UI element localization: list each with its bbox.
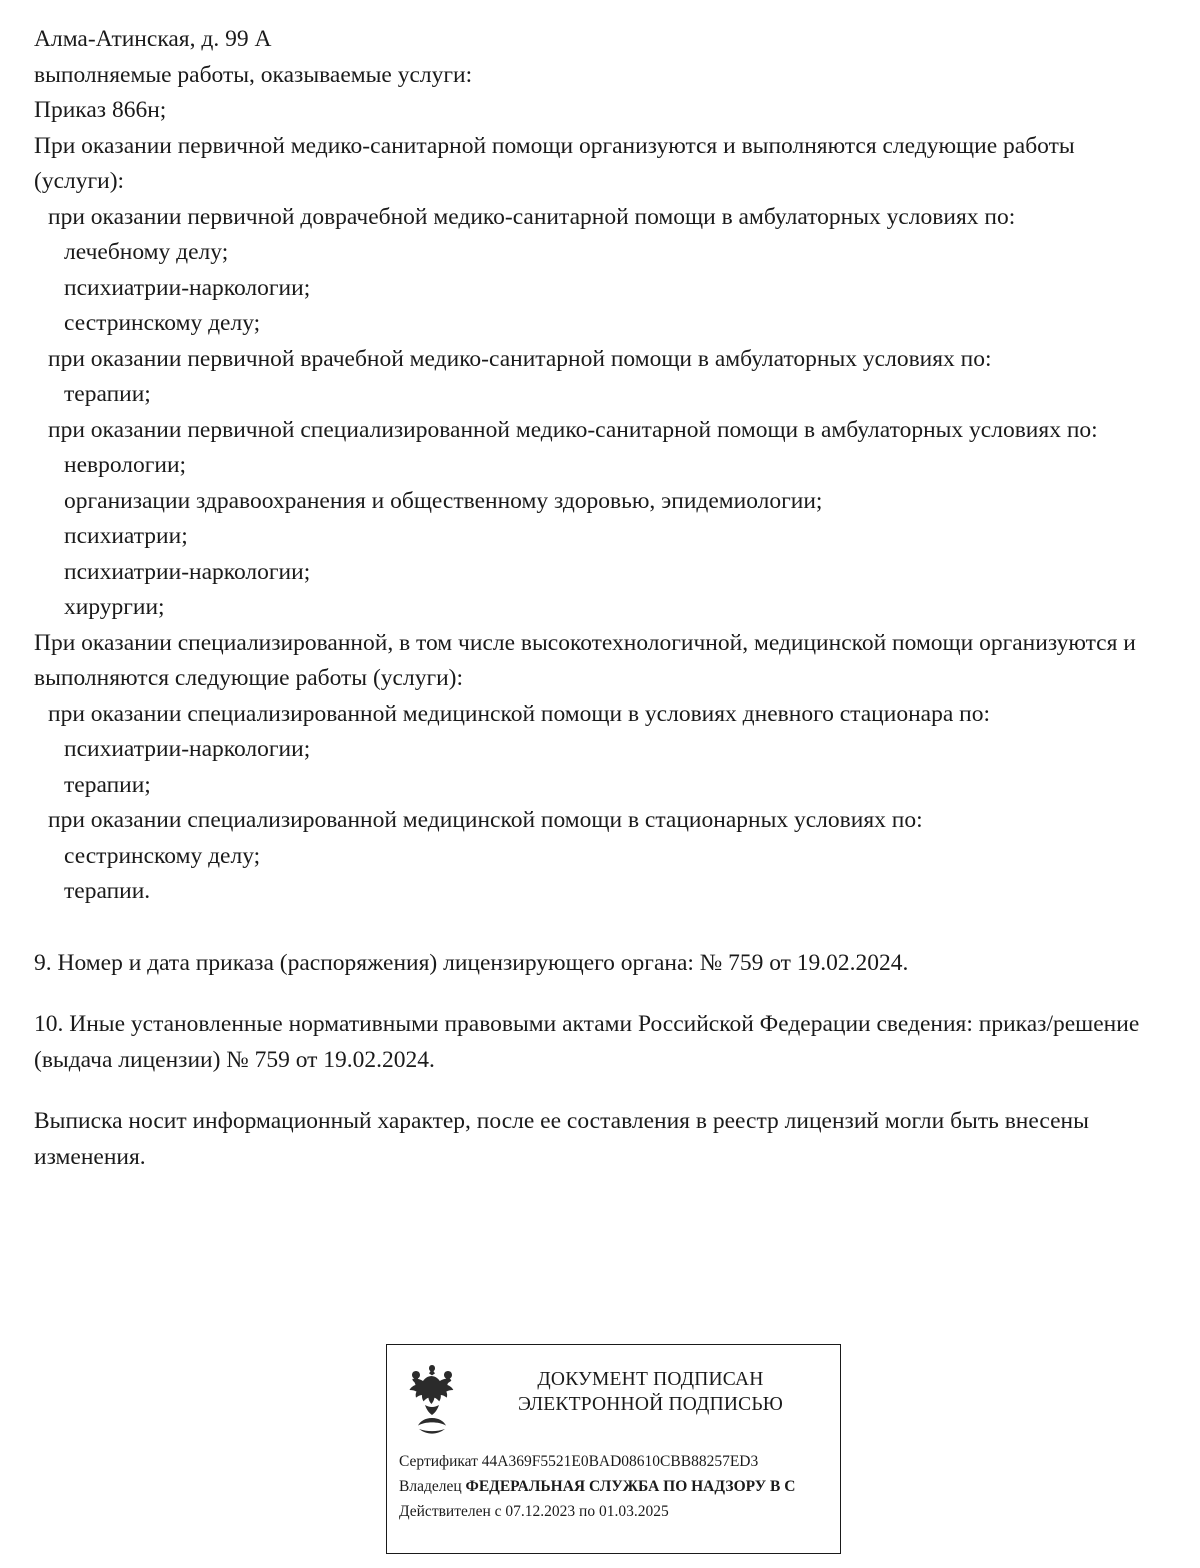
list-item-doctor-1: терапии; [64,381,151,407]
list-item-specialized-3: психиатрии; [64,523,188,549]
spacer [34,910,1160,946]
text-line-hospital: при оказании специализированной медицинской помощи в стационарных условиях по: [48,807,923,833]
signature-stamp-header [387,1345,840,1439]
list-item-specialized-5: хирургии; [64,594,165,620]
list-item-predoctor-2: психиатрии-наркологии; [64,274,311,301]
text-line-specialized: при оказании первичной специализированной медико-санитарной помощи в амбулаторных условиях по: [48,416,1098,443]
signature-valid-to-label: по [579,1503,596,1520]
signature-stamp [386,1344,841,1554]
text-line-order: Приказ 866н; [34,97,167,123]
paragraph-item-9: 9. Номер и дата приказа (распоряжения) лицензирующего органа: № 759 от 19.02.2024. [34,949,909,976]
text-line-day-hospital: при оказании специализированной медицинской помощи в условиях дневного стационара по: [48,700,990,727]
text-line-address: Алма-Атинская, д. 99 А [34,26,272,52]
signature-valid-label: Действителен с [399,1503,502,1520]
signature-validity-row [399,1499,840,1524]
paragraph-item-10: 10. Иные установленные нормативными правовыми актами Российской Федерации сведения: приказ/решение (выдача лицензии) № 759 от 19.02.2024. [34,1011,1140,1073]
spacer [34,981,1160,1007]
spacer [34,1078,1160,1104]
signature-stamp-title-line-2: ЭЛЕКТРОННОЙ ПОДПИСЬЮ [518,1394,783,1415]
list-item-hospital-1: сестринскому делу; [64,842,261,869]
list-item-day-hospital-1: психиатрии-наркологии; [64,736,311,762]
list-item-hospital-2: терапии. [64,878,151,904]
list-item-specialized-1: неврологии; [64,452,187,478]
list-item-predoctor-3: сестринскому делу; [64,310,261,336]
signature-valid-to: 01.03.2025 [598,1503,669,1520]
signature-stamp-title-line-1: ДОКУМЕНТ ПОДПИСАН [537,1369,764,1390]
text-line-predoctor: при оказании первичной доврачебной медико-санитарной помощи в амбулаторных условиях по: [48,203,1016,230]
signature-owner-label: Владелец [399,1478,462,1495]
signature-owner-value: ФЕДЕРАЛЬНАЯ СЛУЖБА ПО НАДЗОРУ В С [465,1478,796,1495]
signature-certificate-value: 44A369F5521E0BAD08610CBB88257ED3 [481,1453,759,1470]
text-line-doctor: при оказании первичной врачебной медико-санитарной помощи в амбулаторных условиях по: [48,345,992,372]
signature-stamp-details [387,1439,840,1524]
list-item-specialized-4: психиатрии-наркологии; [64,558,311,585]
signature-certificate-row [399,1449,840,1474]
signature-owner-row [399,1474,840,1499]
signature-valid-from: 07.12.2023 [505,1503,576,1520]
text-line-primary-care-intro: При оказании первичной медико-санитарной помощи организуются и выполняются следующие работы (услуги): [34,132,1081,194]
list-item-specialized-2: организации здравоохранения и общественному здоровью, эпидемиологии; [64,487,823,514]
text-line-works-header: выполняемые работы, оказываемые услуги: [34,61,473,88]
signature-stamp-title [471,1359,830,1417]
signature-stamp-box [386,1344,841,1554]
list-item-day-hospital-2: терапии; [64,771,151,798]
paragraph-disclaimer: Выписка носит информационный характер, после ее составления в реестр лицензий могли быть внесены изменения. [34,1108,1089,1170]
double-headed-eagle-emblem-icon [399,1361,465,1439]
list-item-predoctor-1: лечебному делу; [64,239,229,265]
text-line-high-tech-intro: При оказании специализированной, в том числе высокотехнологичной, медицинской помощи организуются и выполняются следующие работы (услуги): [34,629,1142,691]
signature-certificate-label: Сертификат [399,1453,478,1470]
